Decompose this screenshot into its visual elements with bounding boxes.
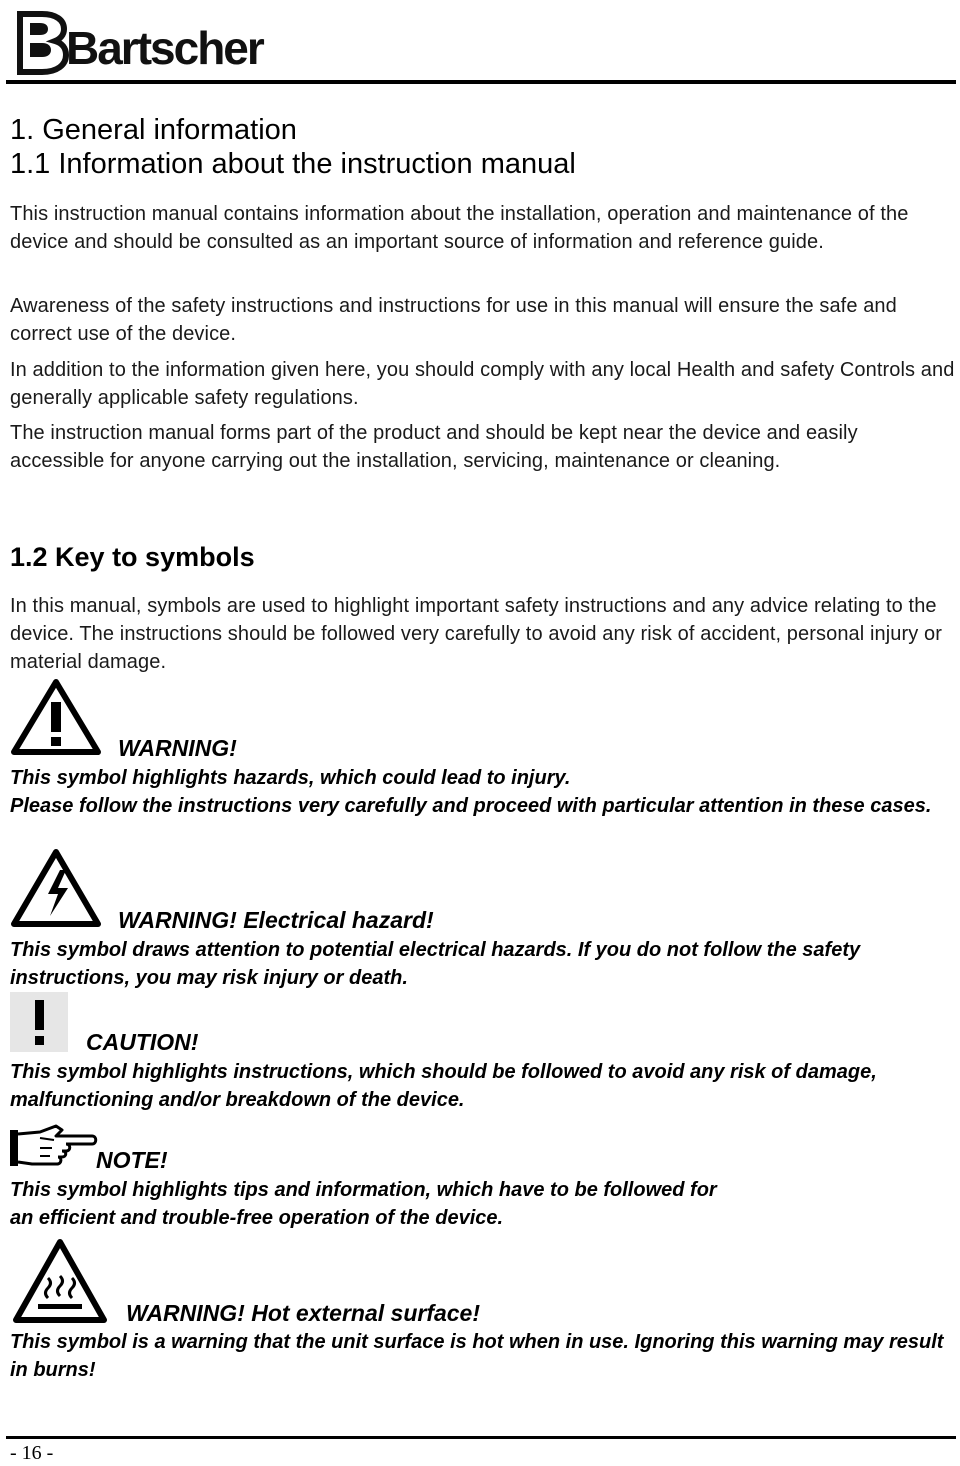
symbol-description: This symbol draws attention to potential electrical hazards. If you do not follow the safety instructions, you may risk injury or death. — [10, 939, 861, 989]
footer-rule — [6, 1436, 956, 1439]
caution-exclamation-icon — [10, 992, 68, 1052]
paragraph: The instruction manual forms part of the product and should be kept near the device and easily accessible for anyone carrying out the installation, servicing, maintenance or cleaning. — [10, 422, 858, 472]
electrical-hazard-icon — [10, 848, 102, 928]
paragraph: This instruction manual contains information about the installation, operation and maintenance of the device and should be consulted as an important source of information and reference guide. — [10, 203, 909, 253]
symbol-title: WARNING! Electrical hazard! — [118, 907, 434, 933]
symbol-description: This symbol highlights instructions, which should be followed to avoid any risk of damage, malfunctioning and/or breakdown of the device. — [10, 1061, 877, 1111]
paragraph: In addition to the information given here, you should comply with any local Health and safety Controls and generally applicable safety regulations. — [10, 359, 955, 409]
bartscher-logo — [12, 6, 263, 74]
symbol-description: Please follow the instructions very carefully and proceed with particular attention in these cases. — [10, 795, 932, 817]
subsection-title: 1.1 Information about the instruction manual — [10, 148, 576, 180]
symbol-title: NOTE! — [96, 1147, 168, 1173]
page-number: - 16 - — [10, 1442, 54, 1464]
symbol-description: This symbol highlights hazards, which could lead to injury. — [10, 767, 571, 789]
hot-surface-icon — [12, 1238, 108, 1324]
symbol-description: This symbol is a warning that the unit surface is hot when in use. Ignoring this warning may result in burns! — [10, 1331, 944, 1381]
symbol-description: This symbol highlights tips and information, which have to be followed for — [10, 1179, 717, 1201]
logo-wordmark: Bartscher — [66, 22, 263, 74]
warning-triangle-icon — [10, 678, 102, 756]
subsection-title: 1.2 Key to symbols — [10, 542, 255, 572]
paragraph: In this manual, symbols are used to highlight important safety instructions and any advice relating to the device. The instructions should be followed very carefully to avoid any risk of accident, personal injury or material damage. — [10, 595, 943, 673]
section-title: 1. General information — [10, 114, 297, 146]
pointing-hand-icon — [10, 1124, 98, 1172]
paragraph: Awareness of the safety instructions and instructions for use in this manual will ensure the safe and correct use of the device. — [10, 295, 897, 345]
symbol-title: WARNING! — [118, 735, 237, 761]
symbol-description: an efficient and trouble-free operation of the device. — [10, 1207, 504, 1229]
symbol-title: CAUTION! — [86, 1029, 199, 1055]
symbol-title: WARNING! Hot external surface! — [126, 1300, 481, 1326]
header-rule — [6, 80, 956, 84]
